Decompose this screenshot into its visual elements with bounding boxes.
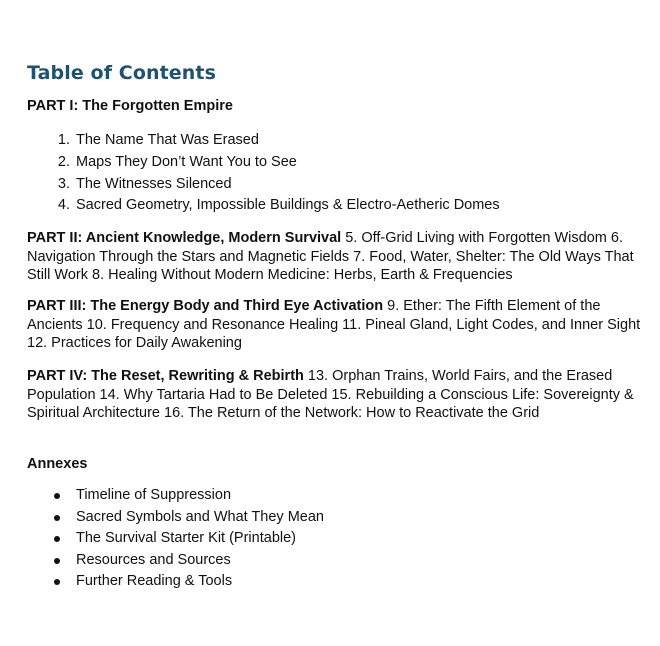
annexes-list (27, 485, 324, 593)
annex-item: Sacred Symbols and What They Mean (74, 507, 324, 529)
part-2-section (27, 229, 652, 285)
chapter-item: 1. The Name That Was Erased (74, 130, 500, 152)
part-4-chapters: 13. Orphan Trains, World Fairs, and the Erased Population 14. Why Tartaria Had to Be Deleted 15. Rebuilding a Conscious Life: Sovereignty & Spiritual Architecture 16. The Return of the Network: How to Reactivate the Grid (27, 368, 634, 421)
annex-item: Resources and Sources (74, 550, 324, 572)
chapter-item: 2. Maps They Don’t Want You to See (74, 152, 500, 174)
part-2-chapters: 5. Off-Grid Living with Forgotten Wisdom 6. Navigation Through the Stars and Magnetic Fields 7. Food, Water, Shelter: The Old Ways That Still Work 8. Healing Without Modern Medicine: Herbs, Earth & Frequencies (27, 230, 634, 283)
annex-item: Further Reading & Tools (74, 571, 324, 593)
chapter-item: 4. Sacred Geometry, Impossible Buildings & Electro-Aetheric Domes (74, 195, 500, 217)
annex-item: Timeline of Suppression (74, 485, 324, 507)
annexes-heading: Annexes (27, 456, 88, 472)
part-3-heading: PART III: The Energy Body and Third Eye Activation (27, 298, 384, 314)
part-3-section (27, 297, 652, 353)
part-4-section (27, 367, 652, 423)
part-3-chapters: 9. Ether: The Fifth Element of the Ancients 10. Frequency and Resonance Healing 11. Pineal Gland, Light Codes, and Inner Sight 12. Practices for Daily Awakening (27, 298, 641, 351)
chapter-item: 3. The Witnesses Silenced (74, 174, 500, 196)
toc-title: Table of Contents (27, 62, 216, 84)
part-2-heading: PART II: Ancient Knowledge, Modern Survival (27, 230, 342, 246)
annex-item: The Survival Starter Kit (Printable) (74, 528, 324, 550)
part-4-heading: PART IV: The Reset, Rewriting & Rebirth (27, 368, 304, 384)
part-1-chapter-list (27, 130, 500, 217)
part-1-heading: PART I: The Forgotten Empire (27, 98, 233, 114)
